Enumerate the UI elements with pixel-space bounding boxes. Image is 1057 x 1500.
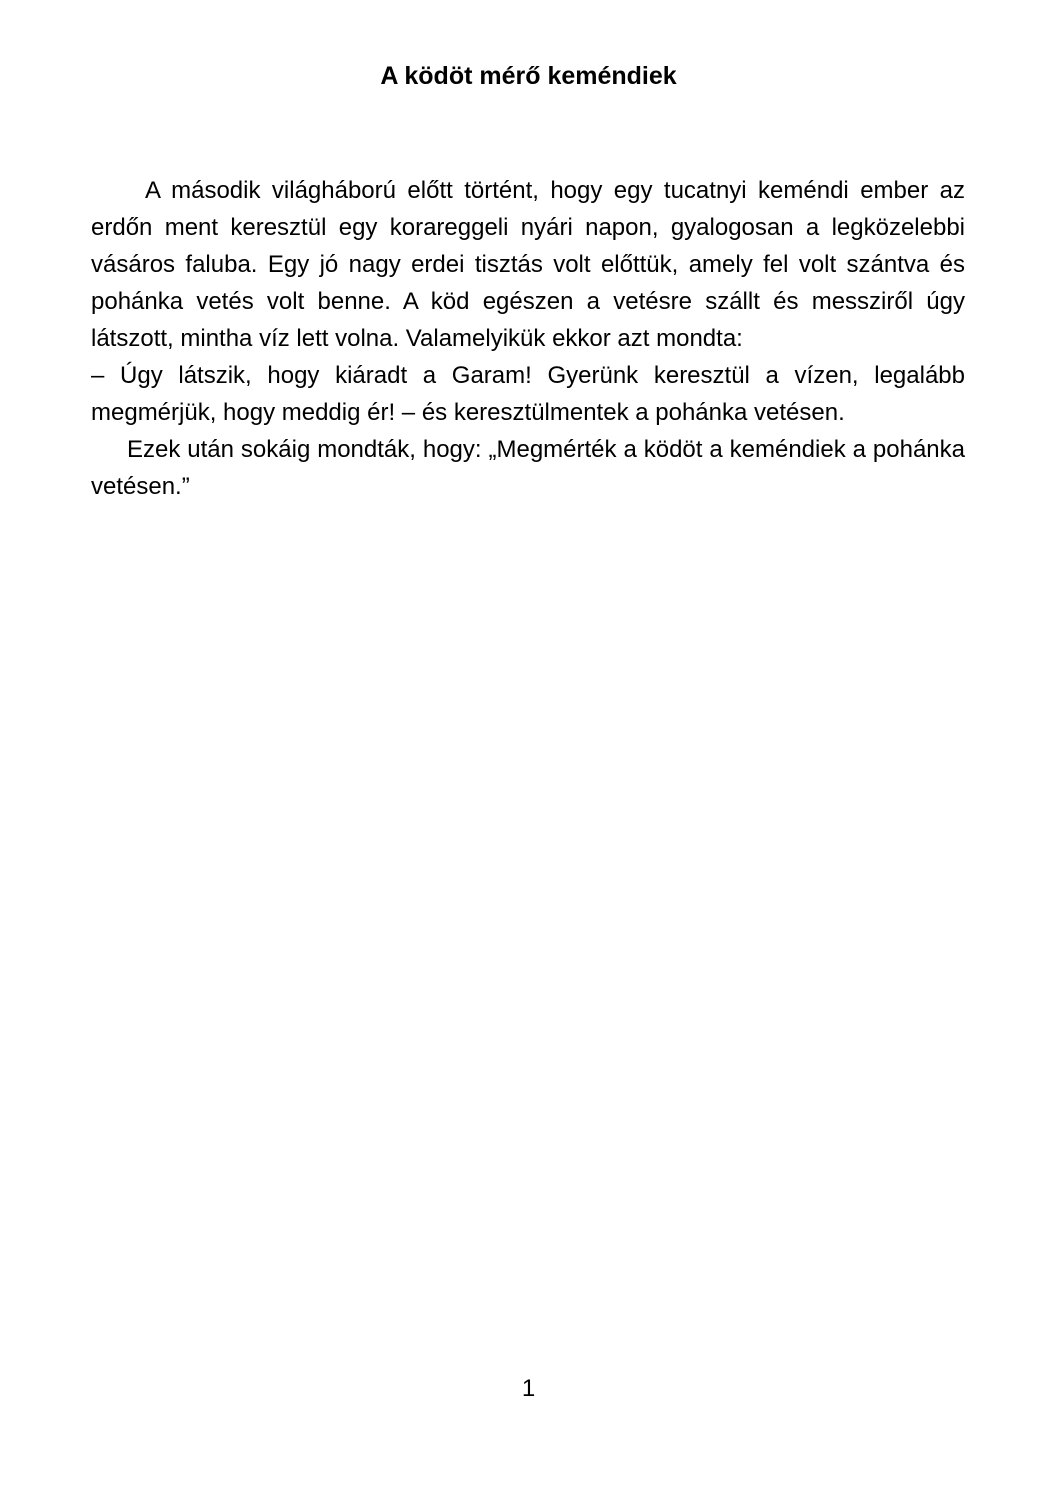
document-title: A ködöt mérő keméndiek	[380, 62, 677, 90]
paragraph-1: A második világháború előtt történt, hogy egy tucatnyi keméndi ember az erdőn ment keresztül egy korareggeli nyári napon, gyalogosan a legközelebbi vásáros faluba. Egy jó nagy erdei tisztás volt előttük, amely fel volt szántva és pohánka vetés volt benne. A köd egészen a vetésre szállt és messziről úgy látszott, mintha víz lett volna. Valamelyikük ekkor azt mondta:	[91, 177, 965, 352]
page-number: 1	[521, 1375, 536, 1402]
paragraph-2-dialogue: – Úgy látszik, hogy kiáradt a Garam! Gyerünk keresztül a vízen, legalább megmérjük, hogy meddig ér! – és keresztülmentek a pohánka vetésen.	[91, 362, 965, 426]
paragraph-3: Ezek után sokáig mondták, hogy: „Megmérték a ködöt a keméndiek a pohánka vetésen.”	[91, 436, 965, 500]
document-body	[91, 172, 965, 505]
